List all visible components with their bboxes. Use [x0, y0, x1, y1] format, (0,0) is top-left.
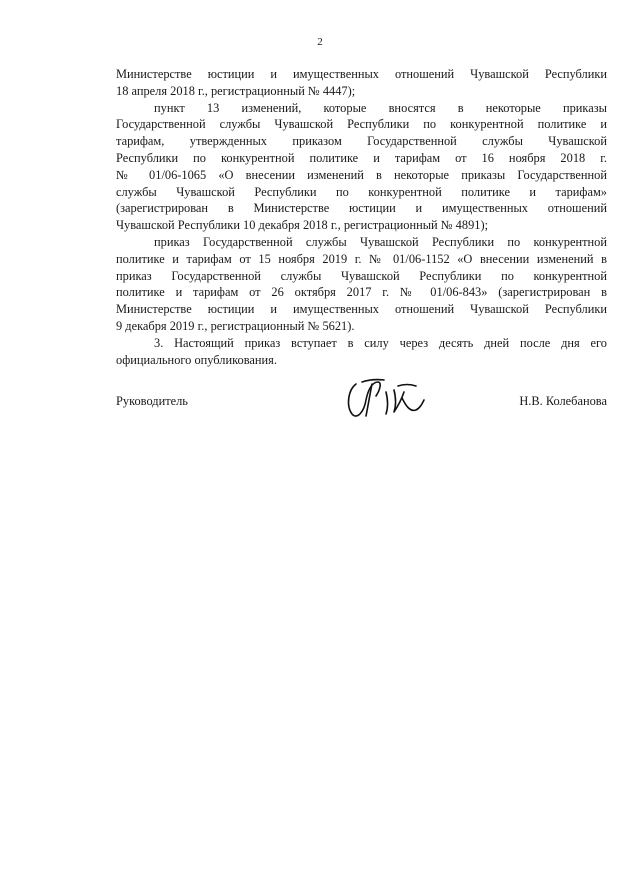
document-body: [116, 66, 607, 368]
text-line: пункт 13 изменений, которые вносятся в некоторые приказы: [154, 100, 607, 115]
text-line: № 01/06-1065 «О внесении изменений в некоторые приказы Государственной: [116, 167, 607, 182]
text-line: Министерстве юстиции и имущественных отношений Чувашской Республики: [116, 67, 607, 81]
text-line: 3. Настоящий приказ вступает в силу через десять дней после дня его: [154, 335, 607, 350]
text-line: тарифам, утвержденных приказом Государственной службы Чувашской: [116, 134, 607, 149]
text-line: политике и тарифам от 15 ноября 2019 г. № 01/06-1152 «О внесении изменений в: [116, 251, 607, 266]
signer-name: Н.В. Колебанова: [519, 394, 607, 408]
text-line: (зарегистрирован в Министерстве юстиции и имущественных отношений: [116, 201, 607, 216]
signature-block: [116, 376, 607, 426]
text-line: приказ Государственной службы Чувашской Республики по конкурентной: [116, 268, 607, 283]
paragraph-order-2019: [116, 234, 607, 335]
paragraph-item-13: [116, 100, 607, 234]
text-line: Министерстве юстиции и имущественных отношений Чувашской Республики: [116, 302, 607, 317]
text-line: 9 декабря 2019 г., регистрационный № 5621).: [116, 318, 355, 333]
page-number: 2: [317, 36, 323, 48]
text-line: Чувашской Республики 10 декабря 2018 г., регистрационный № 4891);: [116, 218, 489, 233]
text-line: Государственной службы Чувашской Республики по конкурентной политике и: [116, 117, 607, 132]
text-line: приказ Государственной службы Чувашской Республики по конкурентной: [154, 234, 607, 249]
paragraph-registration-tail: [116, 66, 607, 100]
text-line: политике и тарифам от 26 октября 2017 г. № 01/06-843» (зарегистрирован в: [116, 285, 607, 300]
paragraph-effective-date: [116, 335, 607, 369]
text-line: Республики по конкурентной политике и тарифам от 16 ноября 2018 г.: [116, 150, 607, 165]
text-line: официального опубликования.: [116, 352, 277, 367]
text-line: 18 апреля 2018 г., регистрационный № 4447);: [116, 83, 356, 98]
handwritten-signature: [342, 376, 432, 420]
text-line: службы Чувашской Республики по конкурентной политике и тарифам»: [116, 184, 607, 199]
signer-title: Руководитель: [116, 394, 188, 408]
